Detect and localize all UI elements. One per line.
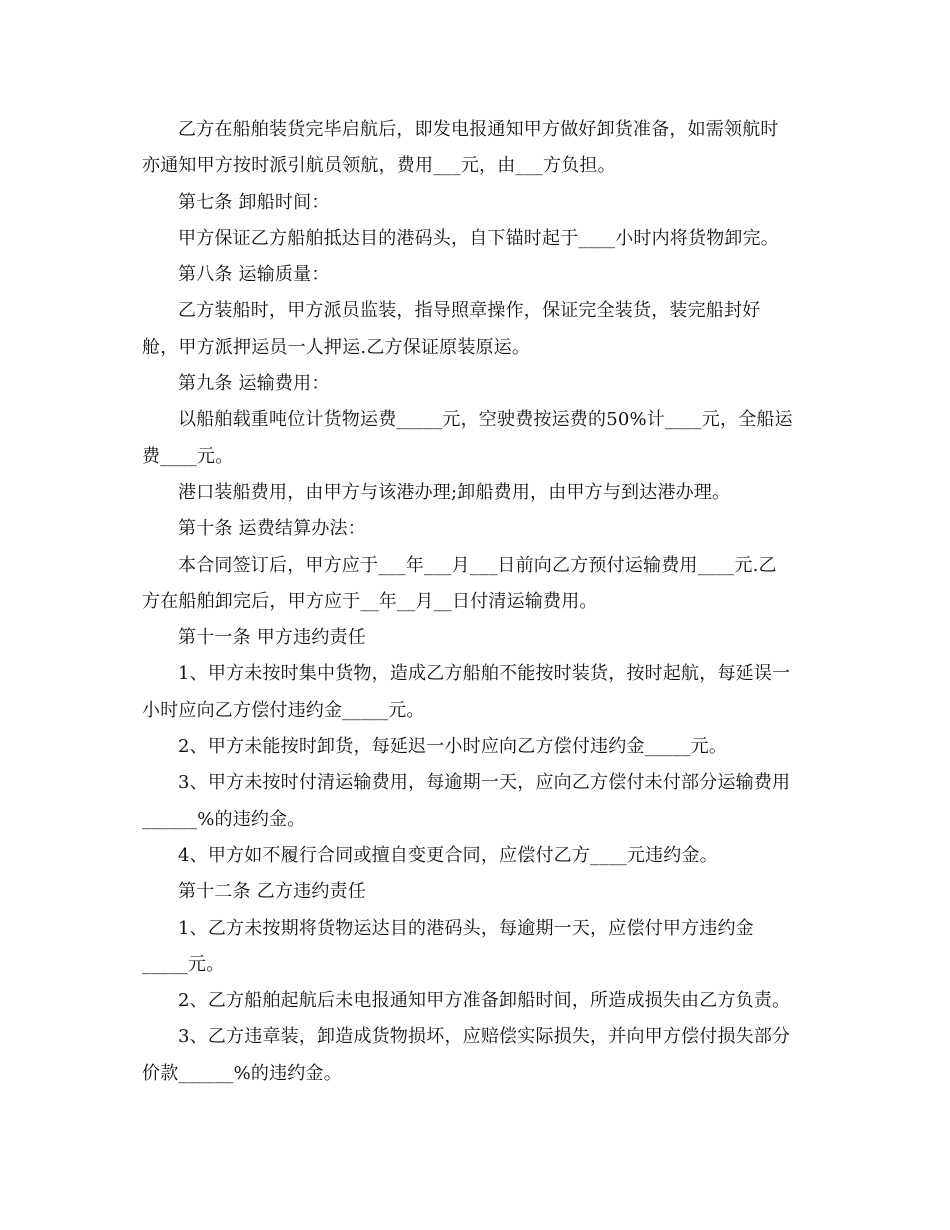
article-heading: 第十二条 乙方违约责任 (178, 881, 366, 903)
clause-line: 3、甲方未按时付清运输费用，每逾期一天，应向乙方偿付未付部分运输费用 (178, 772, 791, 794)
clause-line: 3、乙方违章装，卸造成货物损坏，应赔偿实际损失，并向甲方偿付损失部分 (178, 1026, 791, 1048)
article-heading: 第十条 运费结算办法： (178, 518, 366, 540)
paragraph-line: 港口装船费用，由甲方与该港办理;卸船费用，由甲方与到达港办理。 (178, 481, 731, 503)
paragraph-line: 乙方装船时，甲方派员监装，指导照章操作，保证完全装货，装完船封好 (178, 300, 761, 322)
paragraph-line: 甲方保证乙方船舶抵达目的港码头，自下锚时起于____小时内将货物卸完。 (178, 227, 779, 249)
article-heading: 第十一条 甲方违约责任 (178, 627, 366, 649)
clause-line: 1、乙方未按期将货物运达目的港码头，每逾期一天，应偿付甲方违约金 (178, 917, 754, 939)
paragraph-line: 舱，甲方派押运员一人押运.乙方保证原装原运。 (142, 336, 531, 358)
clause-line: 2、乙方船舶起航后未电报通知甲方准备卸船时间，所造成损失由乙方负责。 (178, 990, 791, 1012)
article-heading: 第八条 运输质量： (178, 264, 330, 286)
article-heading: 第九条 运输费用： (178, 373, 330, 395)
clause-line: 价款______%的违约金。 (142, 1062, 342, 1084)
paragraph-line: 亦通知甲方按时派引航员领航，费用___元，由___方负担。 (142, 155, 616, 177)
document-body (142, 112, 812, 1092)
clause-line: _____元。 (142, 953, 225, 975)
clause-line: 1、甲方未按时集中货物，造成乙方船舶不能按时装货，按时起航，每延误一 (178, 663, 791, 685)
paragraph-line: 本合同签订后，甲方应于___年___月___日前向乙方预付运输费用____元.乙 (178, 554, 777, 576)
clause-line: 2、甲方未能按时卸货，每延迟一小时应向乙方偿付违约金_____元。 (178, 736, 728, 758)
clause-line: 4、甲方如不履行合同或擅自变更合同，应偿付乙方____元违约金。 (178, 844, 718, 866)
article-heading: 第七条 卸船时间： (178, 191, 330, 213)
paragraph-line: 以船舶载重吨位计货物运费_____元，空驶费按运费的50%计____元，全船运 (178, 409, 793, 431)
paragraph-line: 方在船舶卸完后，甲方应于__年__月__日付清运输费用。 (142, 590, 598, 612)
paragraph-line: 乙方在船舶装货完毕启航后，即发电报通知甲方做好卸货准备，如需领航时 (178, 119, 779, 140)
clause-line: 小时应向乙方偿付违约金_____元。 (142, 699, 425, 721)
paragraph-line: 费____元。 (142, 445, 234, 467)
clause-line: ______%的违约金。 (142, 808, 306, 830)
